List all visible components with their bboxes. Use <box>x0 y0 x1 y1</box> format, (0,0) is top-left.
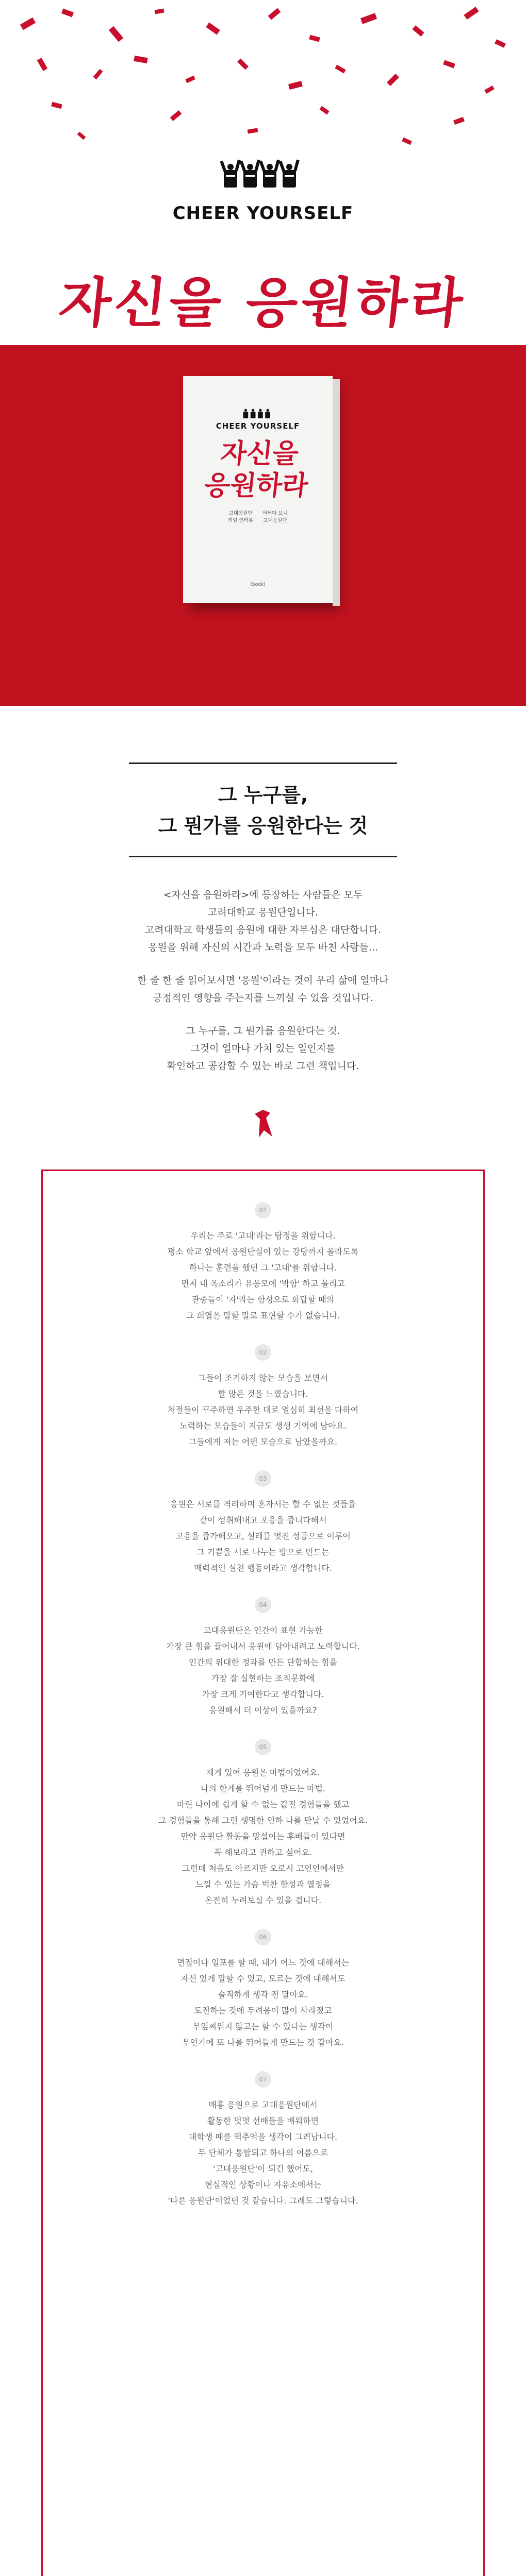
quote-line: 그런데 처음도 아르지만 오로시 고연인에서만 <box>182 1863 344 1873</box>
quote-number-badge: 02 <box>255 1344 271 1361</box>
confetti-piece <box>61 9 74 18</box>
quote-line: 자신 있게 말할 수 있고, 모르는 것에 대해서도 <box>180 1974 346 1984</box>
quote-number-badge: 06 <box>255 1929 271 1945</box>
quote-number-badge: 01 <box>255 1202 271 1218</box>
confetti-piece <box>237 59 249 70</box>
book-title <box>179 438 336 502</box>
confetti-piece <box>77 132 86 140</box>
confetti-piece <box>360 13 377 24</box>
quote-line: 면접이나 일포를 할 때, 내가 어느 것에 대해서는 <box>176 1958 350 1968</box>
hero-slogan: CHEER YOURSELF <box>172 203 354 224</box>
heading-rule-bottom <box>129 856 397 857</box>
confetti-piece <box>109 26 123 42</box>
book-title-line1: 자신을 <box>219 438 300 469</box>
confetti-piece <box>206 23 220 35</box>
confetti-piece <box>51 102 62 109</box>
hero-logo <box>0 155 526 337</box>
confetti-piece <box>412 25 424 37</box>
quote-line: 우리는 주로 '고대'라는 탐정을 위합니다. <box>190 1231 336 1241</box>
quote-line: 인간의 위대한 정과를 만든 단합하는 힘을 <box>188 1657 338 1667</box>
quote-line: 가장 크게 기여한다고 생각합니다. <box>202 1689 324 1699</box>
confetti-piece <box>495 39 506 48</box>
quote-line: 노력하는 모습들이 지금도 생생 기억에 남아요. <box>179 1421 347 1431</box>
quote-line: 무언가에 또 나를 뛰어들게 만드는 것 같아요. <box>182 2038 344 2047</box>
quote-line: 응원은 서로를 격려하며 혼자서는 할 수 없는 것들을 <box>170 1499 356 1509</box>
quote-line: 두 단체가 통합되고 하나의 이름으로 <box>198 2148 328 2158</box>
quote-line: 가장 잘 실현하는 조직문화에 <box>211 1673 315 1683</box>
body-line: 한 줄 한 줄 읽어보시면 '응원'이라는 것이 우리 삶에 얼마나 <box>137 975 389 986</box>
quote-text <box>43 1622 483 1718</box>
quote-line: 먼저 내 옥소리가 유응모에 '박함' 하고 올리고 <box>181 1279 345 1289</box>
quote-line: 하나는 훈련을 했던 그 '고대'를 위합니다. <box>189 1263 337 1273</box>
body-line: 긍정적인 영향을 주는지를 느끼실 수 있을 것입니다. <box>153 992 373 1004</box>
quote-line: 가장 큰 힘을 끌어내서 응원에 담아내려고 노력합니다. <box>166 1641 360 1651</box>
quote-text <box>43 1765 483 1908</box>
quote-list <box>43 1202 483 2229</box>
quote-line: 꼭 해보라고 권하고 싶어요. <box>213 1848 313 1857</box>
book-cover-large <box>183 376 343 618</box>
confetti-piece <box>335 65 346 74</box>
body-paragraph <box>0 886 526 956</box>
quote-text <box>43 2097 483 2209</box>
quote-line: 그들이 조기하지 않는 모습을 보면서 <box>198 1373 328 1383</box>
quote-line: 할 많은 것을 느꼈습니다. <box>218 1389 308 1399</box>
section1-heading <box>0 762 526 857</box>
quote-line: 나의 한계를 뛰어넘게 만드는 마법. <box>201 1784 325 1793</box>
quote-line: 온전히 누려보실 수 있을 겁니다. <box>204 1895 322 1905</box>
body-line: 그 누구를, 그 뭔가를 응원한다는 것. <box>186 1025 340 1037</box>
quote-line: 무잎찌워지 않고는 할 수 있다는 생각이 <box>192 2022 334 2031</box>
confetti-piece <box>484 86 495 94</box>
quote-text <box>43 1496 483 1576</box>
confetti-piece <box>453 117 465 125</box>
book-slogan: CHEER YOURSELF <box>216 421 300 431</box>
hero-title: 자신을 응원하라 <box>56 271 469 334</box>
quote-line: 그 기쁨을 서로 나누는 방으로 만드는 <box>196 1547 330 1557</box>
section1-heading-text <box>0 779 526 841</box>
confetti-piece <box>134 56 148 63</box>
book-publisher: (book) <box>250 582 266 587</box>
quote-paragraph <box>43 1202 483 1324</box>
book-spine <box>333 379 340 606</box>
quote-line: 고응을 줍가해오고, 설레를 멋진 성공으로 이루어 <box>175 1531 351 1541</box>
book-front <box>183 376 333 603</box>
quote-number-badge: 07 <box>255 2071 271 2088</box>
quote-line: 도전하는 것에 두려움이 많이 사라졌고 <box>194 2006 332 2015</box>
quote-number-badge: 03 <box>255 1470 271 1487</box>
quote-line: 같이 성취해내고 포응을 줍니다해서 <box>199 1515 327 1525</box>
confetti-piece <box>268 8 281 20</box>
interview-quote-frame <box>41 1170 485 2576</box>
book-subtitles <box>183 510 333 524</box>
confetti-piece <box>170 110 182 121</box>
quote-line: 그들에게 저는 어떤 모습으로 남았을까요. <box>188 1437 338 1447</box>
ribbon-icon <box>253 1108 273 1141</box>
confetti-piece <box>443 60 455 69</box>
quote-line: 만약 응원단 활동을 망설이는 후배들이 있다면 <box>180 1832 346 1841</box>
book-subtitle-right-line: 어쩌다 보니 <box>262 511 288 516</box>
body-line: 그것이 얼마나 가치 있는 일인지를 <box>190 1043 336 1054</box>
quote-line: 그 경험들을 통해 그런 생명한 인하 나를 만날 수 있었어요. <box>158 1816 368 1825</box>
quote-number-badge: 05 <box>255 1739 271 1755</box>
quote-text <box>43 1370 483 1450</box>
quote-number-badge: 04 <box>255 1597 271 1613</box>
quote-line: 솔직하게 생각 전 달아요. <box>218 1990 308 1999</box>
confetti-piece <box>402 138 412 145</box>
book-subtitle-left <box>228 510 253 524</box>
body-paragraph <box>0 1022 526 1075</box>
book-subtitle-left-line: 고대응원단 <box>228 511 253 516</box>
quote-line: 마린 나이에 쉽게 할 수 없는 값진 경험들을 했고 <box>176 1800 350 1809</box>
confetti-piece <box>309 35 320 42</box>
section1-body <box>0 886 526 1090</box>
cheering-people-icon <box>217 155 309 196</box>
confetti-piece <box>93 69 103 79</box>
quote-paragraph <box>43 1739 483 1908</box>
quote-line: 제게 있어 응원은 마법이었어요. <box>206 1768 320 1777</box>
body-line: 확인하고 공감할 수 있는 바로 그런 책입니다. <box>167 1060 359 1072</box>
confetti-piece <box>185 76 195 83</box>
confetti-piece <box>247 128 258 133</box>
confetti-piece <box>154 8 164 14</box>
quote-text <box>43 1955 483 2050</box>
confetti-piece <box>387 74 399 86</box>
quote-line: '다른 응원단'이었던 것 같습니다. 그래도 그렇습니다. <box>168 2196 358 2206</box>
quote-paragraph <box>43 2071 483 2209</box>
quote-line: 매력적인 실천 행동이라고 생각합니다. <box>194 1563 332 1573</box>
quote-line: 응원해서 더 이상이 있을까요? <box>209 1705 317 1715</box>
confetti-piece <box>464 7 479 20</box>
quote-line: 매흥 응원으로 고대응원단에서 <box>208 2100 318 2110</box>
confetti-piece <box>319 106 329 115</box>
quote-line: 고대응원단은 인간이 표현 가능한 <box>203 1625 323 1635</box>
heading-rule-top <box>129 762 397 764</box>
body-line: <자신을 응원하라>에 등장하는 사람들은 모두 <box>163 889 363 901</box>
quote-paragraph <box>43 1470 483 1576</box>
quote-line: 대학생 때를 떡추억을 생각이 그려납니다. <box>188 2132 338 2142</box>
quote-line: 관중들이 '자'라는 함성으로 화답할 때의 <box>191 1295 335 1304</box>
book-people-icon <box>183 406 333 423</box>
quote-paragraph <box>43 1929 483 2050</box>
book-subtitle-left-line: 리얼 인터뷰 <box>228 518 253 523</box>
book-subtitle-right-line: 고대응원단 <box>263 518 287 523</box>
confetti-piece <box>37 58 48 71</box>
quote-line: 그 희열은 말할 말로 표현할 수가 없습니다. <box>186 1311 340 1320</box>
book-title-line2: 응원하라 <box>203 470 310 501</box>
body-paragraph <box>0 972 526 1007</box>
confetti-piece <box>20 18 36 30</box>
quote-line: 현실적인 상황이나 자유소에서는 <box>204 2180 322 2190</box>
quote-line: 처절들이 꾸주하면 우주한 대로 열심히 최선을 다하여 <box>167 1405 359 1415</box>
quote-line: 느낄 수 있는 가슴 벅찬 함성과 열정을 <box>195 1879 331 1889</box>
section1-heading-line2: 그 뭔가를 응원한다는 것 <box>158 815 368 837</box>
quote-paragraph <box>43 1597 483 1718</box>
quote-line: 활동한 멋멋 선배들을 배워하면 <box>207 2116 319 2126</box>
quote-line: '고대응원단'이 되긴 했어도, <box>212 2164 314 2174</box>
confetti-piece <box>288 81 303 90</box>
body-line: 고려대학교 응원단입니다. <box>208 907 318 918</box>
quote-paragraph <box>43 1344 483 1450</box>
quote-line: 평소 학교 앞에서 응원단실이 있는 강당까지 올라도록 <box>167 1247 359 1257</box>
body-line: 고려대학교 학생들의 응원에 대한 자부심은 대단합니다. <box>144 924 382 936</box>
book-subtitle-right <box>262 510 288 524</box>
quote-text <box>43 1228 483 1324</box>
section1-heading-line1: 그 누구를, <box>218 784 308 806</box>
body-line: 응원을 위해 자신의 시간과 노력을 모두 바친 사람들... <box>148 942 378 953</box>
